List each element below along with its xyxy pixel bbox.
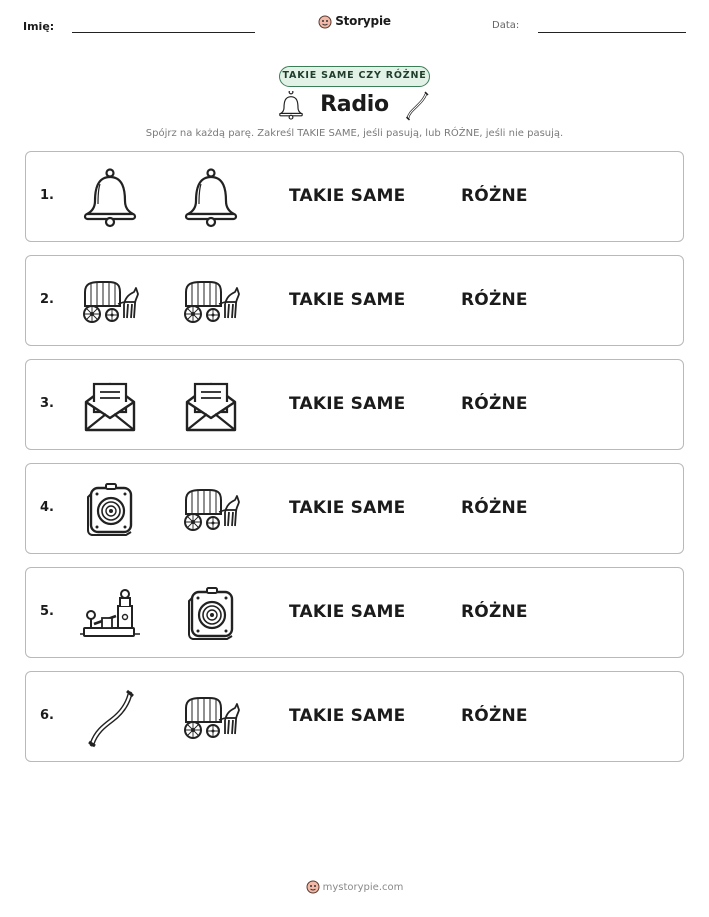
cable-icon xyxy=(80,688,140,748)
brand-name: Storypie xyxy=(335,14,391,28)
exercise-row xyxy=(25,671,684,762)
name-field-line[interactable] xyxy=(72,32,255,33)
option-different[interactable]: RÓŻNE xyxy=(461,498,528,518)
footer xyxy=(0,880,709,894)
option-same[interactable]: TAKIE SAME xyxy=(289,186,406,206)
exercise-row xyxy=(25,359,684,450)
speaker-icon xyxy=(80,480,140,540)
option-different[interactable]: RÓŻNE xyxy=(461,290,528,310)
wagon-icon xyxy=(181,688,241,748)
exercise-row xyxy=(25,255,684,346)
bell-icon xyxy=(80,168,140,228)
date-label: Data: xyxy=(492,20,520,31)
option-different[interactable]: RÓŻNE xyxy=(461,186,528,206)
storypie-mascot-icon xyxy=(306,880,320,894)
wagon-icon xyxy=(181,272,241,332)
option-same[interactable]: TAKIE SAME xyxy=(289,602,406,622)
item-number: 4. xyxy=(40,500,54,515)
speaker-icon xyxy=(181,584,241,644)
item-number: 1. xyxy=(40,188,54,203)
instructions: Spójrz na każdą parę. Zakreśl TAKIE SAME, jeśli pasują, lub RÓŻNE, jeśli nie pasują. xyxy=(145,128,564,139)
item-number: 5. xyxy=(40,604,54,619)
cable-icon xyxy=(402,90,432,122)
page-title: Radio xyxy=(320,92,389,117)
exercise-row xyxy=(25,463,684,554)
bell-icon xyxy=(181,168,241,228)
option-same[interactable]: TAKIE SAME xyxy=(289,394,406,414)
exercise-row xyxy=(25,567,684,658)
option-same[interactable]: TAKIE SAME xyxy=(289,498,406,518)
telegraph-icon xyxy=(80,584,140,644)
storypie-mascot-icon xyxy=(318,15,332,29)
worksheet-type-badge: TAKIE SAME CZY RÓŻNE xyxy=(279,66,430,87)
date-field-line[interactable] xyxy=(538,32,686,33)
brand-logo xyxy=(0,14,709,29)
option-different[interactable]: RÓŻNE xyxy=(461,602,528,622)
wagon-icon xyxy=(181,480,241,540)
name-label: Imię: xyxy=(23,20,55,33)
envelope-icon xyxy=(80,376,140,436)
exercise-row xyxy=(25,151,684,242)
option-same[interactable]: TAKIE SAME xyxy=(289,290,406,310)
envelope-icon xyxy=(181,376,241,436)
footer-url: mystorypie.com xyxy=(322,882,404,893)
option-different[interactable]: RÓŻNE xyxy=(461,706,528,726)
item-number: 2. xyxy=(40,292,54,307)
option-different[interactable]: RÓŻNE xyxy=(461,394,528,414)
item-number: 6. xyxy=(40,708,54,723)
title-row xyxy=(0,90,709,124)
option-same[interactable]: TAKIE SAME xyxy=(289,706,406,726)
item-number: 3. xyxy=(40,396,54,411)
wagon-icon xyxy=(80,272,140,332)
